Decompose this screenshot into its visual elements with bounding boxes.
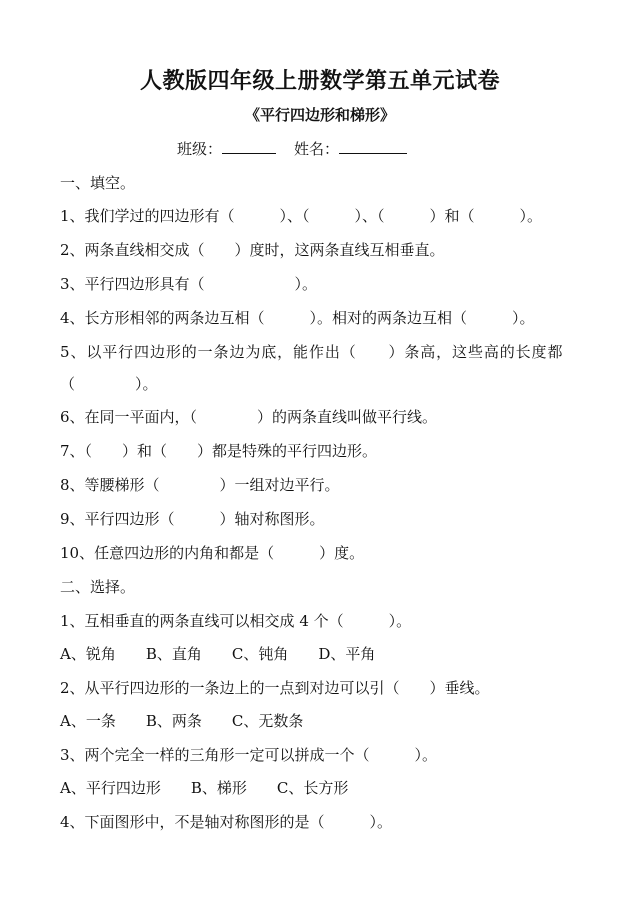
name-label: 姓名： (294, 140, 340, 158)
section-choice-heading: 二、选择。 (60, 578, 136, 596)
question-fill-2: 2、两条直线相交成（ ）度时，这两条直线互相垂直。 (60, 241, 445, 259)
student-info-row (177, 138, 425, 159)
exam-subtitle: 《平行四边形和梯形》 (244, 106, 395, 124)
section-fill-heading: 一、填空。 (60, 174, 136, 192)
class-blank[interactable] (222, 139, 276, 154)
question-fill-1: 1、我们学过的四边形有（ ）、（ ）、（ ）和（ ）。 (60, 207, 543, 225)
question-fill-3: 3、平行四边形具有（ ）。 (60, 275, 318, 293)
question-fill-8: 8、等腰梯形（ ）一组对边平行。 (60, 476, 340, 494)
question-fill-9: 9、平行四边形（ ）轴对称图形。 (60, 510, 325, 528)
question-fill-7: 7、（ ）和（ ）都是特殊的平行四边形。 (60, 442, 378, 460)
question-fill-5-line1: 5、以平行四边形的一条边为底，能作出（ ）条高，这些高的长度都 (60, 343, 564, 361)
question-choice-3: 3、两个完全一样的三角形一定可以拼成一个（ ）。 (60, 746, 438, 764)
question-fill-5-line2: （ ）。 (60, 375, 158, 393)
question-choice-2-options: A、一条 B、两条 C、无数条 (60, 712, 304, 730)
question-fill-10: 10、任意四边形的内角和都是（ ）度。 (60, 544, 365, 562)
question-choice-1-options: A、锐角 B、直角 C、钝角 D、平角 (60, 645, 376, 663)
question-fill-4: 4、长方形相邻的两条边互相（ ）。相对的两条边互相（ ）。 (60, 309, 535, 327)
question-fill-6: 6、在同一平面内，（ ）的两条直线叫做平行线。 (60, 408, 438, 426)
exam-title: 人教版四年级上册数学第五单元试卷 (139, 68, 500, 94)
name-blank[interactable] (339, 139, 407, 154)
question-choice-3-options: A、平行四边形 B、梯形 C、长方形 (60, 779, 349, 797)
question-choice-1: 1、互相垂直的两条直线可以相交成 4 个（ ）。 (60, 612, 412, 630)
question-choice-2: 2、从平行四边形的一条边上的一点到对边可以引（ ）垂线。 (60, 679, 490, 697)
class-label: 班级： (177, 140, 223, 158)
question-choice-4: 4、下面图形中，不是轴对称图形的是（ ）。 (60, 813, 393, 831)
